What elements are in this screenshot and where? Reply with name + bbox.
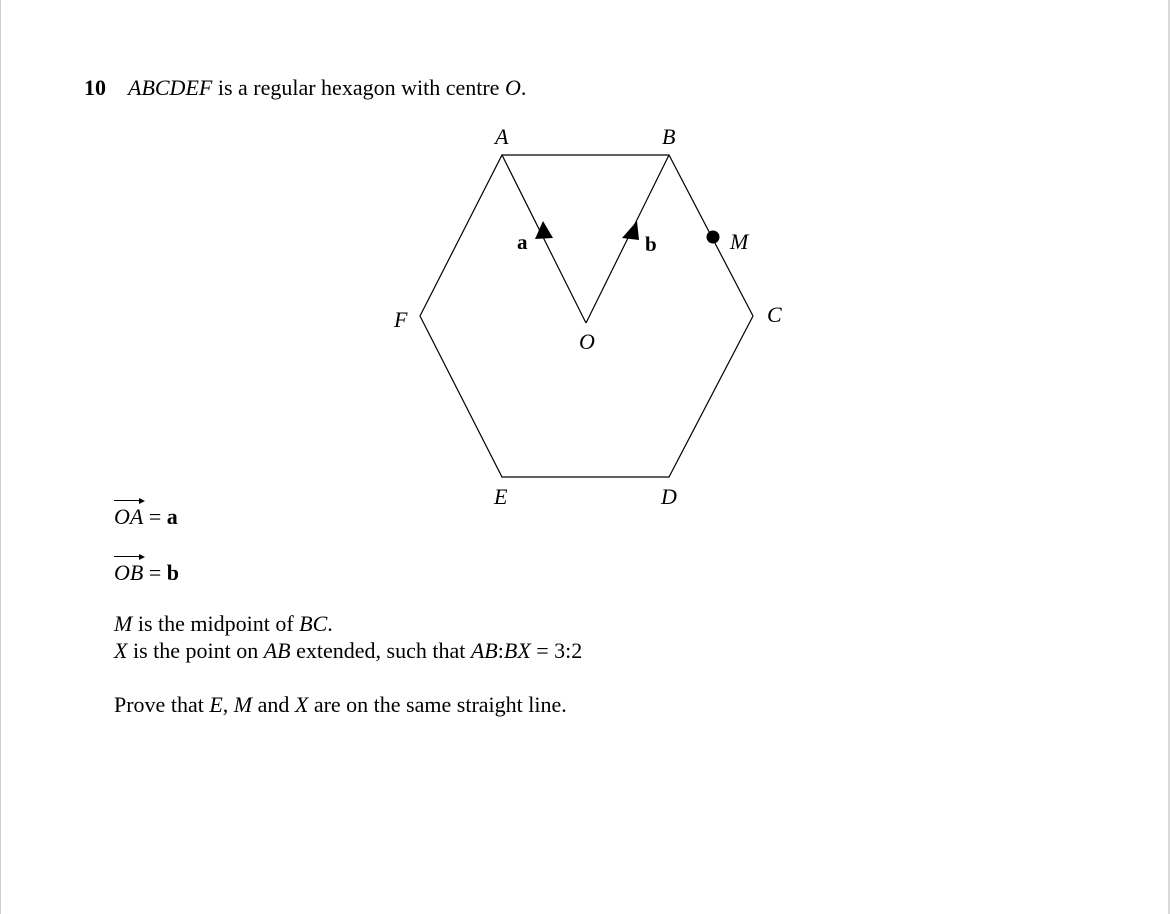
vector-oa-line: [502, 155, 586, 323]
statement-text-2: is the point on: [132, 638, 259, 663]
stem-centre: O: [504, 75, 521, 100]
definition-ob: [114, 560, 179, 586]
stem-end: .: [520, 75, 527, 100]
ratio-colon: :: [497, 638, 504, 663]
centre-label-o: O: [579, 329, 595, 354]
vector-label-b: b: [645, 232, 657, 256]
statement-segment-bc: BC: [299, 611, 328, 636]
statement-midpoint: [114, 611, 333, 637]
statement-text-3: extended, such that: [296, 638, 466, 663]
midpoint-label-m: M: [730, 229, 749, 254]
vector-oa: [114, 504, 143, 530]
prove-point-x: X: [294, 692, 309, 717]
vertex-label-e: E: [494, 484, 508, 509]
vertex-label-d: D: [661, 484, 677, 509]
statement-text-1: is the midpoint of: [137, 611, 294, 636]
prove-point-e: E: [209, 692, 223, 717]
prove-and: and: [257, 692, 290, 717]
question-number: 10: [84, 75, 106, 100]
prove-separator: ,: [222, 692, 229, 717]
definition-ob-value: b: [166, 560, 179, 585]
vertex-label-a: A: [495, 124, 509, 149]
prove-point-m: M: [233, 692, 253, 717]
stem-shape: ABCDEF: [128, 75, 213, 100]
statement-end-1: .: [327, 611, 333, 636]
prove-statement: [114, 692, 567, 718]
statement-segment-ab: AB: [263, 638, 291, 663]
midpoint-m-dot: [707, 231, 720, 244]
vector-arrow-icon: [114, 498, 145, 504]
vector-ob: [114, 560, 143, 586]
definition-ob-equals: =: [148, 560, 162, 585]
ratio-value: = 3:2: [536, 638, 583, 663]
statement-point-x: [114, 638, 582, 664]
statement-point-x-label: X: [114, 638, 128, 663]
vector-oa-label: OA: [114, 504, 144, 529]
ratio-label-bx: BX: [503, 638, 531, 663]
statement-point-m: M: [114, 611, 133, 636]
vector-label-a: a: [517, 230, 528, 254]
vector-a-arrowhead: [535, 221, 553, 239]
prove-suffix: are on the same straight line.: [313, 692, 567, 717]
definition-oa-value: a: [166, 504, 178, 529]
stem-mid: is a regular hexagon with centre: [217, 75, 500, 100]
hexagon-outline: [420, 155, 753, 477]
vertex-label-b: B: [662, 124, 676, 149]
ratio-label-ab: AB: [470, 638, 498, 663]
vertex-label-f: F: [394, 307, 408, 332]
definition-oa: [114, 504, 178, 530]
vector-b-arrowhead: [622, 221, 639, 240]
vector-ob-label: OB: [114, 560, 144, 585]
vector-arrow-icon: [114, 554, 145, 560]
vertex-label-c: C: [767, 302, 782, 327]
definition-oa-equals: =: [148, 504, 162, 529]
prove-prefix: Prove that: [114, 692, 204, 717]
